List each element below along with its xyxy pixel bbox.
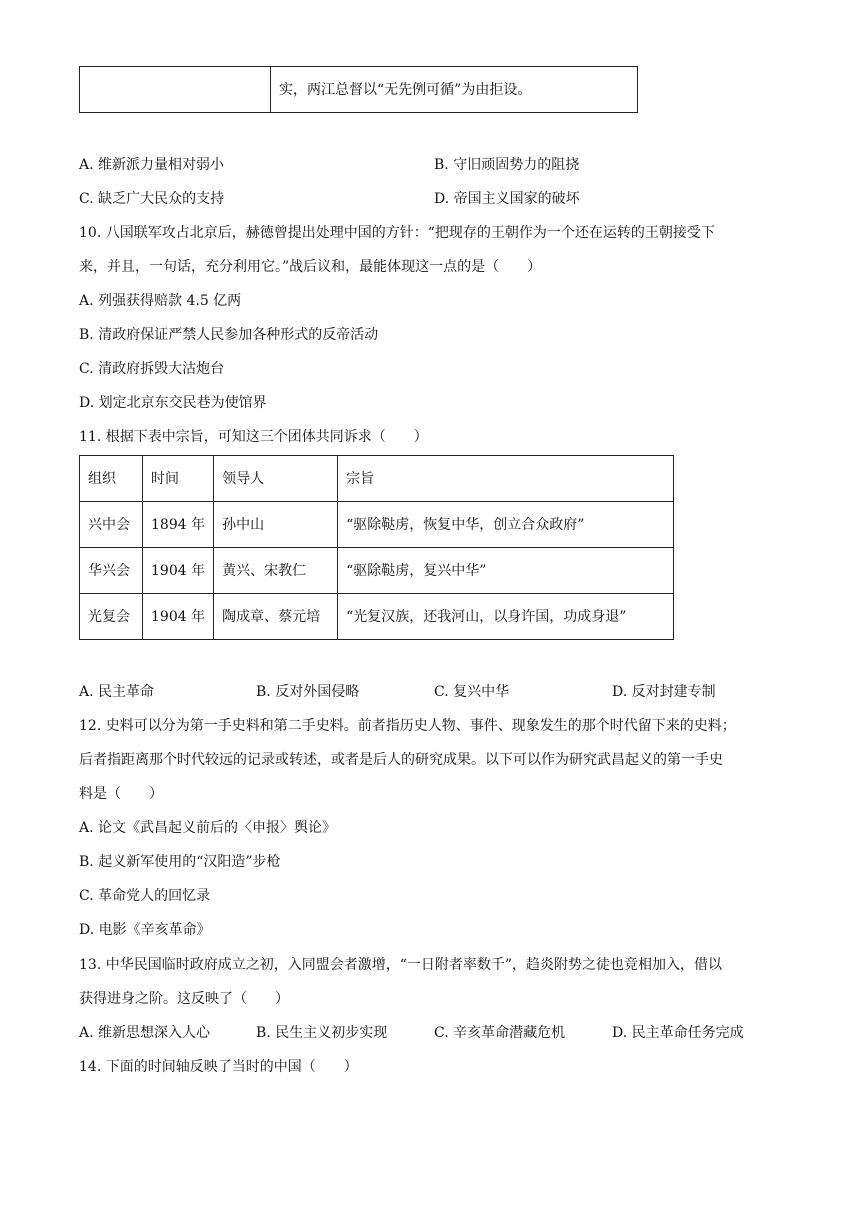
q10-stem-line1: 10. 八国联军攻占北京后，赫德曾提出处理中国的方针：“把现存的王朝作为一个还在运转的王朝接受下 <box>79 225 715 241</box>
header-cell: 组织 <box>80 456 143 502</box>
top-table <box>79 66 638 113</box>
q10-option-a[interactable]: A. 列强获得赔款 4.5 亿两 <box>79 293 242 309</box>
q10-stem-line2: 来，并且，一句话，充分利用它。”战后议和，最能体现这一点的是（ ） <box>79 259 542 275</box>
q12-option-a[interactable]: A. 论文《武昌起义前后的〈申报〉舆论》 <box>79 820 337 836</box>
table-cell: 1904 年 <box>143 594 214 640</box>
q12-stem-line1: 12. 史料可以分为第一手史料和第二手史料。前者指历史人物、事件、现象发生的那个时代留下来的史料； <box>79 718 736 734</box>
q13-stem-line1: 13. 中华民国临时政府成立之初，入同盟会者激增，“一日附者率数千”，趋炎附势之徒也竞相加入，借以 <box>79 957 723 973</box>
table-header-row <box>80 456 674 502</box>
q13-option-a[interactable]: A. 维新思想深入人心 <box>79 1025 211 1041</box>
q12-stem-line2: 后者指距离那个时代较远的记录或转述，或者是后人的研究成果。以下可以作为研究武昌起义的第一手史 <box>79 752 723 768</box>
q9-option-c[interactable]: C. 缺乏广大民众的支持 <box>79 191 225 207</box>
q11-table <box>79 455 674 640</box>
q11-option-b[interactable]: B. 反对外国侵略 <box>256 684 360 700</box>
q12-option-c[interactable]: C. 革命党人的回忆录 <box>79 888 211 904</box>
q11-option-c[interactable]: C. 复兴中华 <box>434 684 510 700</box>
q10-option-d[interactable]: D. 划定北京东交民巷为使馆界 <box>79 395 267 411</box>
q11-stem: 11. 根据下表中宗旨，可知这三个团体共同诉求（ ） <box>79 429 428 445</box>
table-cell: 陶成章、蔡元培 <box>214 594 338 640</box>
q12-stem-line3: 料是（ ） <box>79 786 163 802</box>
q10-option-c[interactable]: C. 清政府拆毁大沽炮台 <box>79 361 225 377</box>
header-cell: 宗旨 <box>338 456 674 502</box>
table-row <box>80 594 674 640</box>
table-cell: “驱除鞑虏，恢复中华，创立合众政府” <box>338 502 674 548</box>
q13-option-d[interactable]: D. 民主革命任务完成 <box>612 1025 744 1041</box>
header-cell: 领导人 <box>214 456 338 502</box>
table-row <box>80 502 674 548</box>
q11-option-a[interactable]: A. 民主革命 <box>79 684 155 700</box>
table-cell: 黄兴、宋教仁 <box>214 548 338 594</box>
header-cell: 时间 <box>143 456 214 502</box>
q10-option-b[interactable]: B. 清政府保证严禁人民参加各种形式的反帝活动 <box>79 327 379 343</box>
table-row <box>80 548 674 594</box>
q13-option-b[interactable]: B. 民生主义初步实现 <box>256 1025 388 1041</box>
table-cell: 兴中会 <box>80 502 143 548</box>
q13-stem-line2: 获得进身之阶。这反映了（ ） <box>79 991 289 1007</box>
q14-stem: 14. 下面的时间轴反映了当时的中国（ ） <box>79 1059 358 1075</box>
q12-option-b[interactable]: B. 起义新军使用的“汉阳造”步枪 <box>79 854 281 870</box>
table-cell: 1904 年 <box>143 548 214 594</box>
table-cell: “光复汉族，还我河山，以身许国，功成身退” <box>338 594 674 640</box>
q12-option-d[interactable]: D. 电影《辛亥革命》 <box>79 922 211 938</box>
top-table-right-cell: 实，两江总督以“无先例可循”为由拒设。 <box>271 67 638 113</box>
q13-option-c[interactable]: C. 辛亥革命潜藏危机 <box>434 1025 566 1041</box>
q9-option-d[interactable]: D. 帝国主义国家的破坏 <box>434 191 580 207</box>
table-cell: 光复会 <box>80 594 143 640</box>
table-cell: 华兴会 <box>80 548 143 594</box>
q9-option-a[interactable]: A. 维新派力量相对弱小 <box>79 157 225 173</box>
q9-option-b[interactable]: B. 守旧顽固势力的阻挠 <box>434 157 580 173</box>
table-cell: 孙中山 <box>214 502 338 548</box>
table-cell: 1894 年 <box>143 502 214 548</box>
top-table-left-cell <box>80 67 271 113</box>
table-cell: “驱除鞑虏，复兴中华” <box>338 548 674 594</box>
q11-option-d[interactable]: D. 反对封建专制 <box>612 684 716 700</box>
